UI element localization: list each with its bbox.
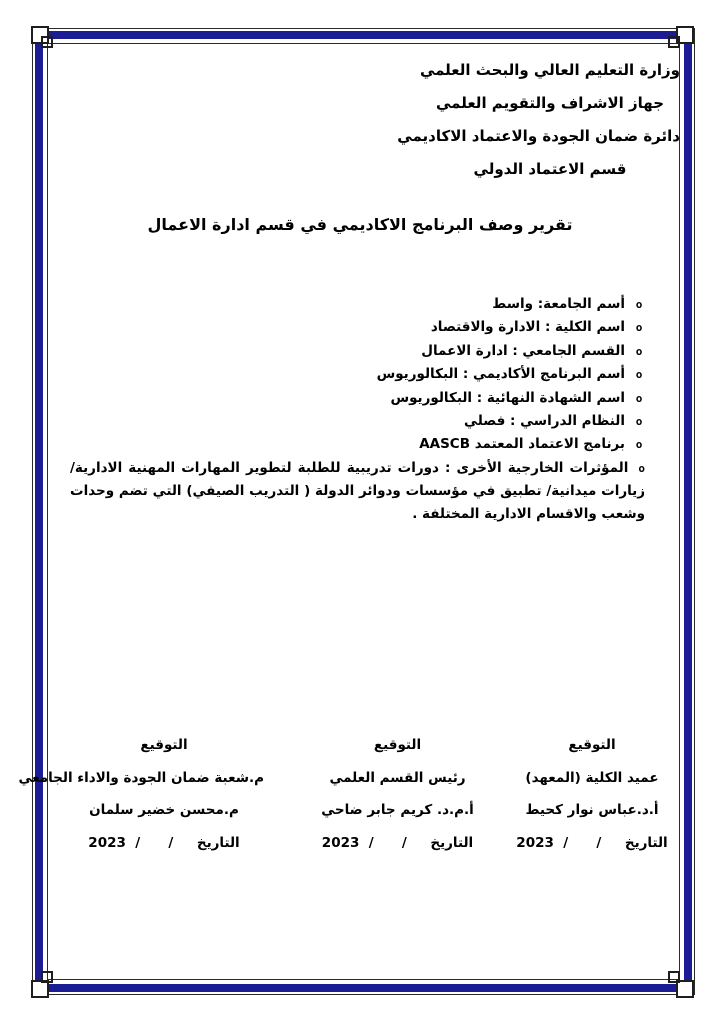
list-item-text: القسم الجامعي : ادارة الاعمال [421, 342, 625, 359]
bullet-icon: o [635, 344, 643, 358]
signature-date: التاريخ / / 2023 [516, 834, 668, 851]
bullet-icon: o [635, 391, 643, 405]
bullet-icon: o [635, 298, 643, 311]
list-item [70, 363, 645, 386]
header-line-ministry: وزارة التعليم العالي والبحث العلمي [419, 61, 680, 79]
bullet-icon: o [635, 368, 643, 382]
signature-column-department-head [305, 729, 490, 859]
list-item-text: أسم الجامعة: واسط [492, 296, 625, 312]
signature-date: التاريخ / / 2023 [321, 834, 474, 851]
page-title: تقرير وصف البرنامج الاكاديمي في قسم ادارة الاعمال [147, 215, 573, 234]
signature-role: م.شعبة ضمان الجودة والاداء الجامعي [18, 769, 264, 786]
header-line-apparatus: جهاز الاشراف والتقويم العلمي [435, 94, 665, 112]
signature-column-quality-division [18, 729, 264, 859]
signature-name: م.محسن خضير سلمان [89, 802, 239, 818]
list-item-text: المؤثرات الخارجية الأخرى : دورات تدريبية للطلبة لتطوير المهارات المهنية الادارية/ زيارات ميدانية/ تطبيق في مؤسسات ودوائر الدولة ( التدريب الصيفي) التي تضم وحدات وشعب والاقسام الادارية المختلفة . [70, 459, 645, 522]
header-line-section: قسم الاعتماد الدولي [473, 160, 627, 178]
list-item [70, 410, 645, 433]
signature-label: التوقيع [373, 737, 422, 753]
list-item [70, 293, 645, 316]
list-item-external-influences [70, 457, 645, 525]
bullet-icon: o [635, 415, 643, 429]
list-item-text: النظام الدراسي : فصلي [464, 413, 625, 430]
bullet-icon: o [635, 321, 643, 335]
signature-label: التوقيع [568, 737, 616, 753]
header-line-directorate: دائرة ضمان الجودة والاعتماد الاكاديمي [397, 127, 680, 145]
signature-role: رئيس القسم العلمي [329, 769, 466, 786]
list-item [70, 433, 645, 456]
ministry-header [397, 54, 680, 186]
bullet-icon: o [635, 438, 643, 452]
program-facts-list [70, 293, 645, 525]
list-item [70, 340, 645, 363]
list-item-text: أسم البرنامج الأكاديمي : البكالوريوس [376, 366, 625, 383]
signature-date: التاريخ / / 2023 [88, 834, 240, 851]
corner-ornament-bottom-left-small [41, 971, 53, 983]
signature-role: عميد الكلية (المعهد) [525, 769, 659, 786]
signature-name: أ.م.د. كريم جابر ضاحي [321, 802, 474, 818]
signature-column-dean [498, 729, 686, 859]
corner-ornament-top-left-small [41, 36, 53, 48]
signature-name: أ.د.عباس نوار كحيط [525, 802, 659, 818]
corner-ornament-top-right-small [668, 36, 680, 48]
corner-ornament-bottom-right-small [668, 971, 680, 983]
list-item-text: برنامج الاعتماد المعتمد AASCB [419, 436, 625, 453]
list-item [70, 387, 645, 410]
list-item-text: اسم الكلية : الادارة والاقتصاد [430, 319, 625, 336]
signature-label: التوقيع [140, 737, 188, 753]
list-item [70, 316, 645, 339]
bullet-icon: o [638, 461, 645, 475]
list-item-text: اسم الشهادة النهائية : البكالوريوس [390, 389, 625, 406]
